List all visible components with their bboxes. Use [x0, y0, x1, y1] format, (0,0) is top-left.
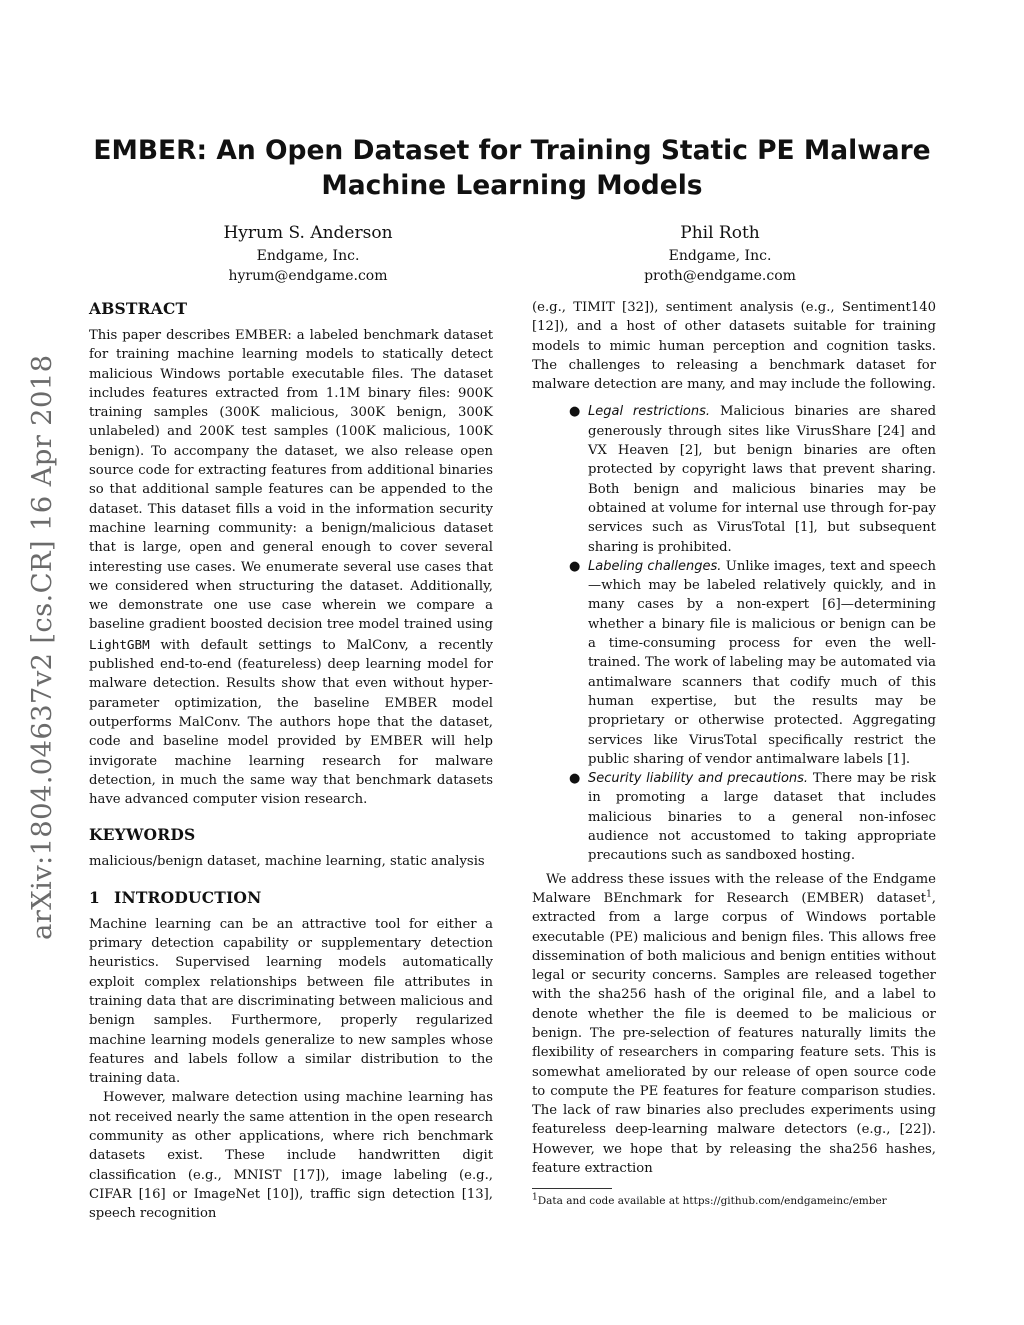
- title-line-2: Machine Learning Models: [321, 170, 703, 201]
- bullet-text: Unlike images, text and speech—which may be labeled relatively quickly, and in many cases by a non-expert [6]—determining whether a binary file is malicious or benign can be a time-consuming process for even the well-trained. The work of labeling may be automated via antimalware scanners that codify much of this human expertise, but the results may be proprietary or otherwise protected. Aggregating services like VirusTotal specifically restrict the public sharing of vendor antimalware labels [1].: [588, 558, 936, 767]
- bullet-lead: Security liability and precautions.: [588, 771, 809, 787]
- footnote-number: 1: [532, 1192, 538, 1203]
- ember-paragraph-part-2: , extracted from a large corpus of Windows portable executable (PE) malicious and benign files. This allows free dissemination of both malicious and benign entities without legal or security concerns. Samples are released together with the sha256 hash of the original file, and a label to denote whether the file is deemed to be malicious or benign. The pre-selection of features naturally limits the flexibility of researchers in comparing feature sets. This is somewhat ameliorated by our release of open source code to compute the PE features for feature comparison studies. The lack of raw binaries also precludes experiments using featureless deep-learning malware detectors (e.g., [22]). However, we hope that by releasing the sha256 hashes, feature extraction: [532, 890, 936, 1177]
- paper-title: [60, 133, 964, 203]
- section-number: 1: [89, 887, 100, 907]
- code-lightgbm: LightGBM: [89, 636, 150, 652]
- intro-paragraph-2: However, malware detection using machine learning has not received nearly the same attention in the open research community as other applications, where rich benchmark datasets exist. These include handwritten digit classification (e.g., MNIST [17]), image labeling (e.g., CIFAR [16] or ImageNet [10]), traffic sign detection [13], speech recognition: [89, 1090, 493, 1222]
- bullet-text: Malicious binaries are shared generously through sites like VirusShare [24] and VX Heaven [2], but benign binaries are often protected by copyright laws that prevent sharing. Both benign and malicious binaries may be obtained at volume for internal use through for-pay services such as VirusTotal [1], but subsequent sharing is prohibited.: [588, 404, 937, 555]
- bullet-icon: ●: [569, 404, 581, 420]
- abstract-text-part-1: This paper describes EMBER: a labeled benchmark dataset for training machine learning models to statically detect malicious Windows portable executable files. The dataset includes features extracted from 1.1M binary files: 900K training samples (300K malicious, 300K benign, 300K unlabeled) and 200K test samples (100K malicious, 100K benign). To accompany the dataset, we also release open source code for extracting features from additional binaries so that additional sample features can be appended to the dataset. This dataset fills a void in the information security machine learning community: a benign/malicious dataset that is large, open and general enough to cover several interesting use cases. We enumerate several use cases that we considered when structuring the dataset. Additionally, we demonstrate one use case wherein we compare a baseline gradient boosted decision tree model trained using: [89, 328, 493, 633]
- section-title: INTRODUCTION: [114, 887, 262, 907]
- author-affiliation: Endgame, Inc.: [668, 248, 772, 264]
- bullet-text: There may be risk in promoting a large dataset that includes malicious binaries to a general non-infosec audience not accustomed to taking appropriate precautions such as sandboxed hosting.: [588, 771, 937, 864]
- ember-paragraph-part-1: We address these issues with the release of the Endgame Malware BEnchmark for Research (EMBER) dataset: [532, 871, 936, 906]
- footnote-text: Data and code available at https://github.com/endgameinc/ember: [537, 1195, 887, 1208]
- author-affiliation: Endgame, Inc.: [256, 248, 360, 264]
- author-email: proth@endgame.com: [644, 268, 796, 284]
- title-line-1: EMBER: An Open Dataset for Training Static PE Malware: [93, 135, 931, 166]
- author-email: hyrum@endgame.com: [228, 268, 388, 284]
- introduction-heading: [89, 887, 493, 909]
- left-column: [89, 298, 493, 1223]
- right-column: [532, 298, 936, 1208]
- bullet-icon: ●: [569, 771, 581, 787]
- keywords-text: malicious/benign dataset, machine learning, static analysis: [89, 854, 485, 870]
- author-block-1: [148, 222, 468, 286]
- footnote: [532, 1194, 936, 1208]
- author-block-2: [560, 222, 880, 286]
- continuation-paragraph: (e.g., TIMIT [32]), sentiment analysis (e.g., Sentiment140 [12]), and a host of other datasets suitable for training models to mimic human perception and cognition tasks. The challenges to releasing a benchmark dataset for malware detection are many, and may include the following.: [532, 300, 936, 393]
- abstract-text-part-2: with default settings to MalConv, a recently published end-to-end (featureless) deep learning model for malware detection. Results show that even without hyper-parameter optimization, the baseline EMBER model outperforms MalConv. The authors hope that the dataset, code and baseline model provided by EMBER will help invigorate machine learning research for malware detection, in much the same way that benchmark datasets have advanced computer vision research.: [89, 637, 493, 808]
- footnote-marker: 1: [926, 889, 932, 900]
- abstract-heading: ABSTRACT: [89, 299, 188, 318]
- author-name: Phil Roth: [680, 223, 760, 243]
- footnote-divider: [532, 1188, 612, 1189]
- bullet-lead: Legal restrictions.: [588, 404, 711, 420]
- bullet-icon: ●: [569, 558, 581, 574]
- list-item: [569, 402, 937, 556]
- list-item: [569, 557, 936, 769]
- bullet-lead: Labeling challenges.: [588, 558, 722, 574]
- arxiv-stamp: arXiv:1804.04637v2 [cs.CR] 16 Apr 2018: [26, 354, 58, 940]
- ember-paragraph: [532, 870, 936, 1179]
- abstract-text: [89, 326, 493, 809]
- list-item: [569, 769, 937, 865]
- author-name: Hyrum S. Anderson: [223, 223, 393, 243]
- keywords-heading: KEYWORDS: [89, 825, 196, 845]
- intro-paragraph-1: Machine learning can be an attractive tool for either a primary detection capability or supplementary detection heuristics. Supervised learning models automatically exploit complex relationships between file attributes in training data that are discriminating between malicious and benign samples. Furthermore, properly regularized machine learning models generalize to new samples whose features and labels follow a similar distribution to the training data.: [89, 916, 493, 1087]
- challenges-list: [532, 402, 936, 865]
